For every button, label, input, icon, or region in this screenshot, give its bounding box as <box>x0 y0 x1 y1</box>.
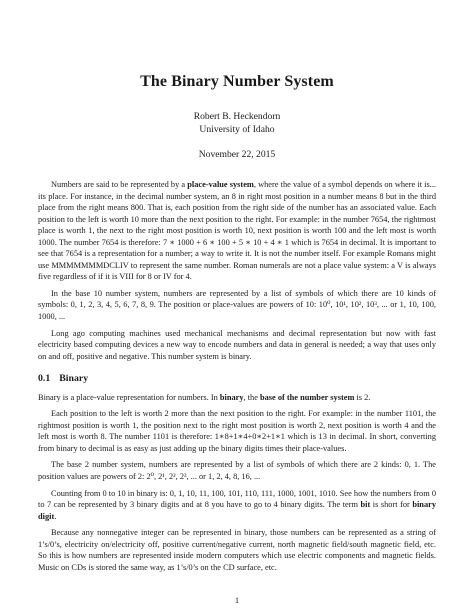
section-paragraph-3: The base 2 number system, numbers are represented by a list of symbols of which there are 2 kinds: 0, 1. The position values are powers of 2: 2⁰, 2¹, 2², 2³, ... or 1, 2, 4, 8, 16, ... <box>38 460 436 482</box>
section-number: 0.1 <box>38 373 51 385</box>
last-paragraph: Because any nonnegative integer can be represented in binary, those numbers can be represented as a string of 1’s/0’s, electricity on/electricity off, positive current/negative current, north magnetic field/south magnetic field, etc. So this is how numbers are represented inside modern computers which use electric components and magnetic fields. Music on CDs is stored the same way, as 1’s/0’s on the CD surface, etc. <box>38 528 436 572</box>
section-heading <box>38 373 436 385</box>
section-paragraph-1: Binary is a place-value representation for numbers. In binary, the base of the number system is 2. <box>38 392 371 402</box>
document-body <box>38 179 436 573</box>
paper-date: November 22, 2015 <box>198 149 276 160</box>
section-paragraph-2: Each position to the left is worth 2 more than the next position to the right. For example: in the number 1101, the rightmost position is worth 1, the position next to the right most position is worth 2, next position is worth 4 and the left most is worth 8. The number 1101 is therefore: 1∗8+1∗4+0∗2+1∗1 which is 13 in decimal. In short, converting from binary to decimal is as easy as just adding up the binary digits times their place-values. <box>38 409 436 453</box>
intro-paragraph-2: In the base 10 number system, numbers are represented by a list of symbols of which there are 10 kinds of symbols: 0, 1, 2, 3, 4, 5, 6, 7, 8, 9. The position or place-values are powers of 10: 10⁰, 10¹, 10², 10³, ... or 1, 10, 100, 1000, ... <box>38 288 436 322</box>
intro-paragraph-1: Numbers are said to be represented by a place-value system, where the value of a symbol depends on where it is... its place. For instance, in the decimal number system, an 8 in right most position in a number means 8 but in the third place from the right means 800. That is, each position from the right side of the number has an associated value. Each position to the left is worth 10 more than the next position to the right. For example: in the number 7654, the rightmost place is worth 1, the next to the right most position is worth 10, next position is worth 100 and the left most is worth 1000. The number 7654 is therefore: 7 ∗ 1000 + 6 ∗ 100 + 5 ∗ 10 + 4 ∗ 1 which is 7654 in decimal. It is important to see that 7654 is a representation for a number; a way to write it. It is not the number itself. For example Romans might use MMMMMMMDCLIV to represent the same number. Roman numerals are not a place value system: a V is always five regardless of if it is VIII for 8 or IV for 4. <box>38 180 436 282</box>
intro-paragraph-3: Long ago computing machines used mechanical mechanisms and decimal representation but now with fast electricity based computing devices a new way to encode numbers and data in general is needed; a way that uses only on and off, positive and negative. This number system is binary. <box>38 328 436 361</box>
place-value-term: place-value system <box>187 180 254 189</box>
page-number: 1 <box>234 595 240 605</box>
author-name: Robert B. Heckendorn <box>193 111 281 122</box>
author-affiliation: University of Idaho <box>199 124 275 135</box>
section-title: Binary <box>59 373 89 385</box>
paper-title: The Binary Number System <box>140 73 334 90</box>
counting-paragraph: Counting from 0 to 10 in binary is: 0, 1, 10, 11, 100, 101, 110, 111, 1000, 1001, 1010. See how the numbers from 0 to 7 can be represented by 3 binary digits and at 8 you have to go to 4 binary digits. The term bit is short for binary digit. <box>38 488 436 521</box>
